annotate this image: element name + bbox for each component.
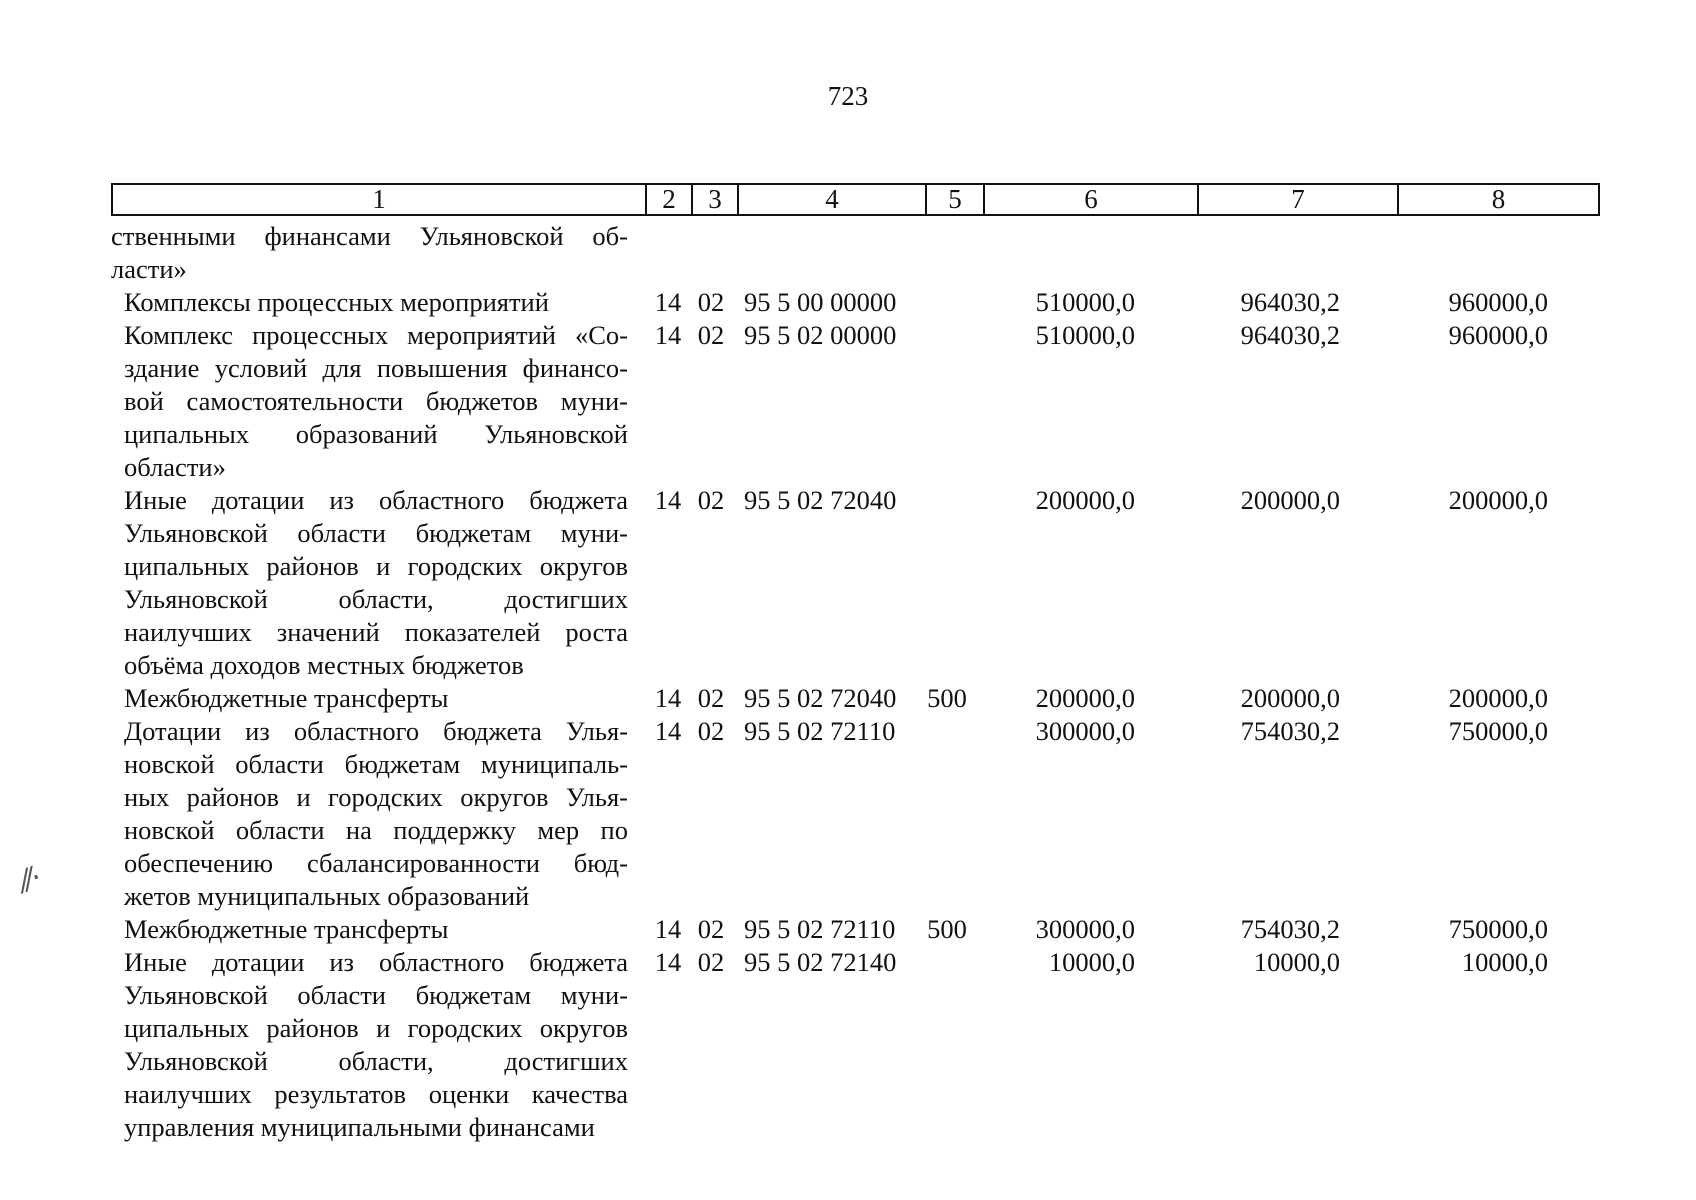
cell-col-8: 750000,0 [1448, 914, 1548, 944]
row-name-line: ципальных образований Ульяновской [124, 419, 628, 449]
row-name-line: Иные дотации из областного бюджета [124, 947, 628, 977]
cell-col-6: 10000,0 [1048, 947, 1135, 977]
header-col-8: 8 [1491, 184, 1506, 214]
header-col-5: 5 [927, 185, 985, 214]
cell-col-8: 200000,0 [1448, 485, 1548, 515]
header-col-2: 2 [647, 185, 693, 214]
row-name [124, 946, 628, 1144]
row-name-line: Ульяновской области, достигших [124, 1046, 628, 1076]
row-name-line: Ульяновской области бюджетам муни- [124, 980, 628, 1010]
cell-col-8: 200000,0 [1448, 683, 1548, 713]
row-name [111, 220, 628, 286]
cell-col-2: 14 [654, 947, 682, 977]
cell-col-7: 964030,2 [1240, 320, 1340, 350]
cell-col-4: 95 5 02 72140 [744, 947, 897, 977]
table-row [0, 484, 1696, 682]
row-name-line: ласти» [111, 254, 187, 284]
row-name [124, 286, 628, 319]
row-name-line: обеспечению сбалансированности бюд- [124, 848, 628, 878]
cell-col-6: 200000,0 [1035, 485, 1135, 515]
cell-col-6: 300000,0 [1035, 914, 1135, 944]
row-name-line: Межбюджетные трансферты [124, 914, 449, 944]
cell-col-3: 02 [697, 485, 725, 515]
cell-col-8: 10000,0 [1461, 947, 1548, 977]
header-col-3: 3 [693, 185, 739, 214]
cell-col-2: 14 [654, 683, 682, 713]
cell-col-2: 14 [654, 485, 682, 515]
row-name-line: Комплекс процессных мероприятий «Со- [124, 320, 628, 350]
cell-col-4: 95 5 02 00000 [744, 320, 897, 350]
cell-col-6: 200000,0 [1035, 683, 1135, 713]
row-name [124, 319, 628, 484]
cell-col-2: 14 [654, 914, 682, 944]
table-row [0, 286, 1696, 319]
cell-col-2: 14 [654, 287, 682, 317]
cell-col-2: 14 [654, 320, 682, 350]
table-header [111, 183, 1600, 216]
header-col-4: 4 [739, 185, 927, 214]
table-row [0, 220, 1696, 286]
cell-col-7: 754030,2 [1240, 914, 1340, 944]
row-name-line: вой самостоятельности бюджетов муни- [124, 386, 628, 416]
row-name-line: ципальных районов и городских округов [124, 1013, 628, 1043]
cell-col-3: 02 [697, 683, 725, 713]
row-name-line: Иные дотации из областного бюджета [124, 485, 628, 515]
table-row [0, 319, 1696, 484]
cell-col-5: 500 [927, 683, 967, 713]
cell-col-8: 960000,0 [1448, 287, 1548, 317]
row-name-line: здание условий для повышения финансо- [124, 353, 628, 383]
row-name-line: новской области бюджетам муниципаль- [124, 749, 628, 779]
cell-col-4: 95 5 02 72040 [744, 683, 897, 713]
table-row [0, 913, 1696, 946]
row-name [124, 913, 628, 946]
cell-col-3: 02 [697, 320, 725, 350]
cell-col-8: 960000,0 [1448, 320, 1548, 350]
table-row [0, 946, 1696, 1144]
margin-mark: ⁄⁄· [16, 859, 47, 900]
cell-col-3: 02 [697, 947, 725, 977]
row-name [124, 484, 628, 682]
cell-col-7: 754030,2 [1240, 716, 1340, 746]
row-name-line: ственными финансами Ульяновской об- [111, 221, 628, 251]
table-row [0, 715, 1696, 913]
cell-col-3: 02 [697, 914, 725, 944]
cell-col-7: 964030,2 [1240, 287, 1340, 317]
cell-col-6: 510000,0 [1035, 320, 1135, 350]
cell-col-4: 95 5 00 00000 [744, 287, 897, 317]
cell-col-4: 95 5 02 72040 [744, 485, 897, 515]
cell-col-8: 750000,0 [1448, 716, 1548, 746]
row-name-line: Комплексы процессных мероприятий [124, 287, 549, 317]
cell-col-4: 95 5 02 72110 [744, 914, 896, 944]
row-name [124, 682, 628, 715]
page-number: 723 [827, 81, 869, 111]
row-name-line: жетов муниципальных образований [124, 881, 530, 911]
cell-col-3: 02 [697, 716, 725, 746]
header-col-6: 6 [985, 185, 1199, 214]
row-name-line: Ульяновской области, достигших [124, 584, 628, 614]
cell-col-7: 200000,0 [1240, 485, 1340, 515]
row-name-line: Межбюджетные трансферты [124, 683, 449, 713]
row-name-line: области» [124, 452, 226, 482]
row-name-line: новской области на поддержку мер по [124, 815, 628, 845]
header-col-1: 1 [113, 185, 647, 214]
row-name [124, 715, 628, 913]
table-body [0, 220, 1696, 1144]
cell-col-3: 02 [697, 287, 725, 317]
cell-col-6: 300000,0 [1035, 716, 1135, 746]
cell-col-7: 10000,0 [1253, 947, 1340, 977]
row-name-line: наилучших значений показателей роста [124, 617, 628, 647]
row-name-line: ципальных районов и городских округов [124, 551, 628, 581]
cell-col-5: 500 [927, 914, 967, 944]
table-row [0, 682, 1696, 715]
row-name-line: объёма доходов местных бюджетов [124, 650, 524, 680]
row-name-line: ных районов и городских округов Улья- [124, 782, 628, 812]
header-col-7: 7 [1199, 185, 1399, 214]
cell-col-6: 510000,0 [1035, 287, 1135, 317]
row-name-line: наилучших результатов оценки качества [124, 1079, 628, 1109]
row-name-line: управления муниципальными финансами [124, 1112, 595, 1142]
row-name-line: Дотации из областного бюджета Улья- [124, 716, 628, 746]
cell-col-2: 14 [654, 716, 682, 746]
cell-col-4: 95 5 02 72110 [744, 716, 896, 746]
cell-col-7: 200000,0 [1240, 683, 1340, 713]
row-name-line: Ульяновской области бюджетам муни- [124, 518, 628, 548]
